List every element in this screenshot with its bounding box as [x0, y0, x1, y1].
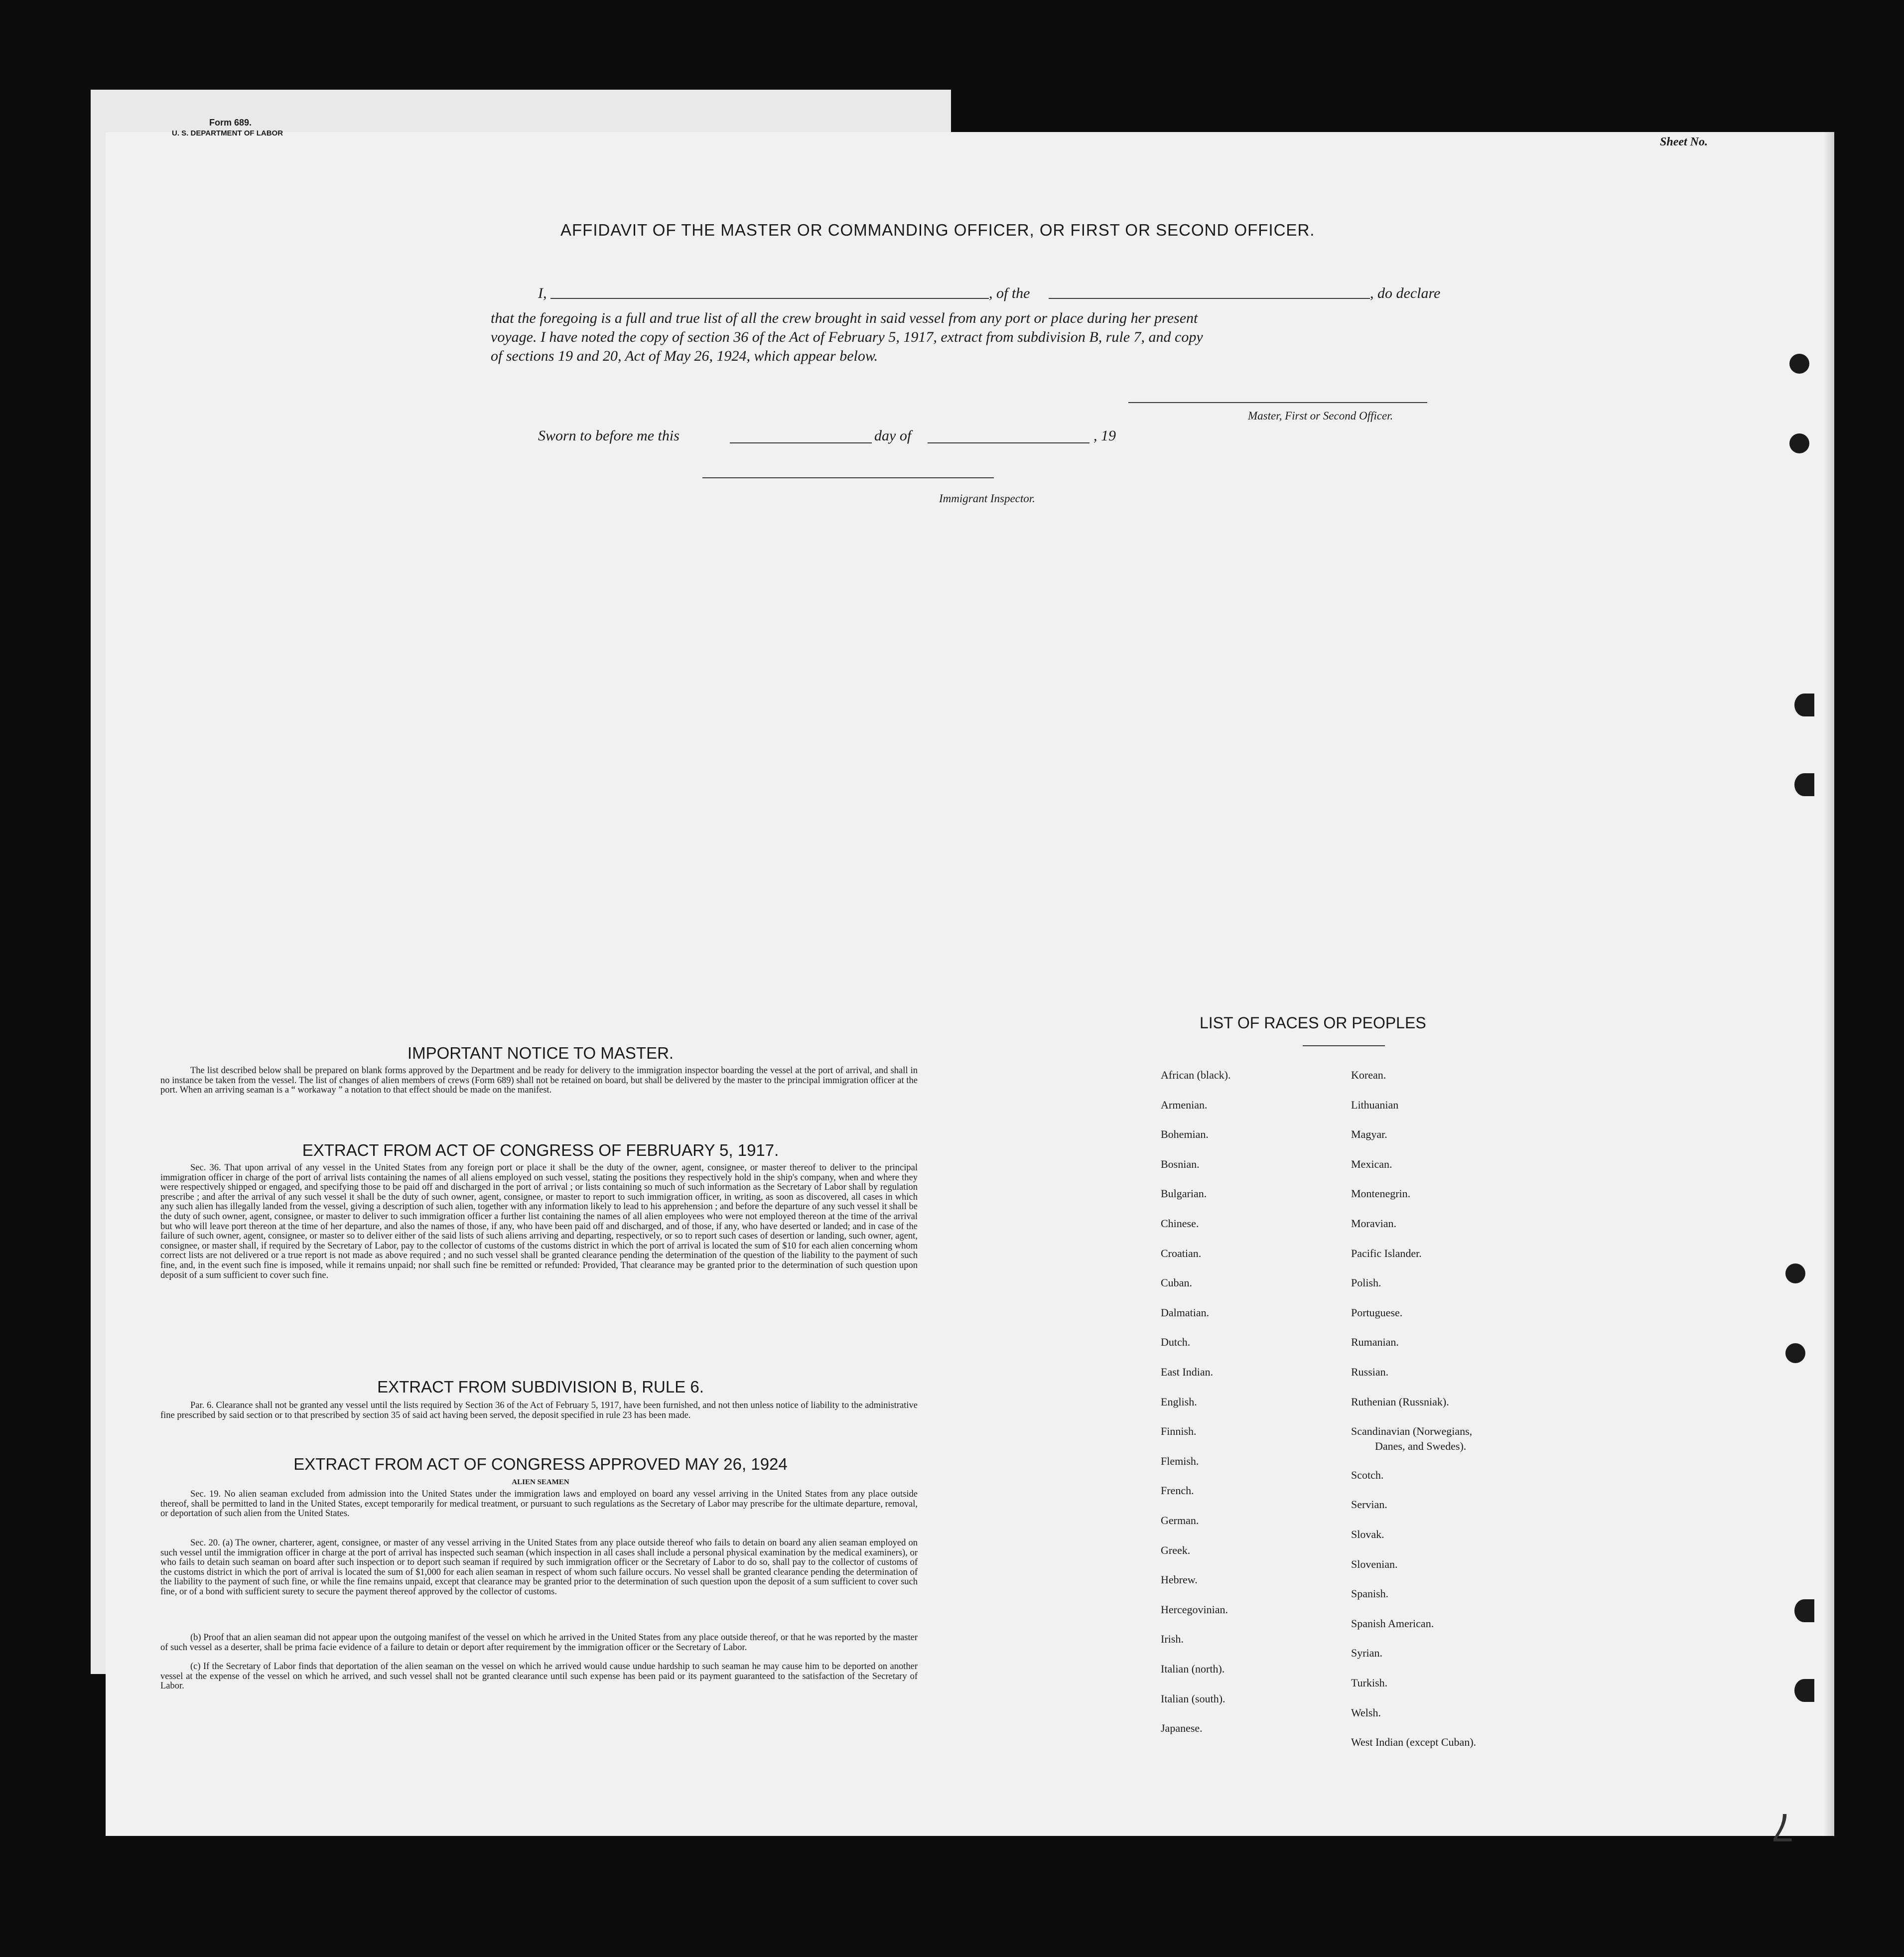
- race-item: Danes, and Swedes).: [1375, 1440, 1467, 1452]
- sworn-day-of: day of: [874, 427, 912, 444]
- races-title-rule: [1303, 1045, 1385, 1046]
- handwritten-page-mark: 7: [1771, 1806, 1794, 1850]
- extract-1917-title: EXTRACT FROM ACT OF CONGRESS OF FEBRUARY 5, 1917.: [302, 1141, 779, 1159]
- race-item: Bohemian.: [1161, 1128, 1209, 1140]
- rule6-title: EXTRACT FROM SUBDIVISION B, RULE 6.: [377, 1378, 704, 1396]
- race-item: Japanese.: [1161, 1722, 1203, 1734]
- race-item: Hebrew.: [1161, 1573, 1198, 1586]
- vessel-blank: [1049, 298, 1370, 299]
- race-item: Magyar.: [1351, 1128, 1387, 1140]
- race-item: Italian (north).: [1161, 1663, 1225, 1675]
- race-item: Cuban.: [1161, 1276, 1192, 1289]
- inspector-caption: Immigrant Inspector.: [939, 492, 1035, 505]
- race-item: Irish.: [1161, 1633, 1184, 1645]
- race-item: Croatian.: [1161, 1247, 1202, 1259]
- race-item: Italian (south).: [1161, 1692, 1225, 1705]
- race-item: Montenegrin.: [1351, 1187, 1411, 1200]
- form-number: Form 689.: [209, 118, 252, 128]
- department-label: U. S. DEPARTMENT OF LABOR: [172, 129, 283, 138]
- affidavit-title: AFFIDAVIT OF THE MASTER OR COMMANDING OFFICER, OR FIRST OR SECOND OFFICER.: [560, 221, 1315, 239]
- race-item: Moravian.: [1351, 1217, 1397, 1230]
- affidavit-do-declare: , do declare: [1370, 285, 1441, 301]
- race-item: Welsh.: [1351, 1706, 1381, 1719]
- master-signature-line: [1128, 402, 1427, 403]
- race-item: Pacific Islander.: [1351, 1247, 1422, 1259]
- race-item: Chinese.: [1161, 1217, 1199, 1230]
- binder-hole: [1794, 1599, 1814, 1622]
- binder-hole: [1785, 1343, 1805, 1363]
- race-item: Scotch.: [1351, 1469, 1384, 1481]
- race-item: Scandinavian (Norwegians,: [1351, 1425, 1473, 1437]
- race-item: Syrian.: [1351, 1647, 1382, 1659]
- sworn-day-blank: [730, 442, 872, 443]
- affidavit-line-3: voyage. I have noted the copy of section 36 of the Act of February 5, 1917, extract from subdivision B, rule 7, and copy: [491, 329, 1203, 345]
- race-item: Mexican.: [1351, 1158, 1392, 1170]
- binder-hole: [1785, 1263, 1805, 1283]
- name-blank: [550, 298, 989, 299]
- race-item: Bulgarian.: [1161, 1187, 1207, 1200]
- race-item: Bosnian.: [1161, 1158, 1200, 1170]
- race-item: Dutch.: [1161, 1336, 1191, 1348]
- sec-20a-body: Sec. 20. (a) The owner, charterer, agent, consignee, or master of any vessel arriving in the United States from any place outside thereof who fails to detain on board any alien seaman employed on such vessel until the immigration officer in charge at the port of arrival has inspected such seaman (which inspection in all cases shall include a personal physical examination by the medical examiners), or who fails to detain such seaman on board after such inspection or to deport such seaman if required by such immigration officer or the Secretary of Labor to do so, shall pay to the collector of customs of the customs district in which the port of arrival is located the sum of $1,000 for each alien seaman in respect of whom such failure occurs. No vessel shall be granted clearance pending the determination of the liability to the payment of such fine, or while the fine remains unpaid, except that clearance may be granted prior to the determination of such question upon the deposit of a sum sufficient to cover such fine, or of a bond with sufficient surety to secure the payment thereof approved by the collector of customs.: [160, 1538, 918, 1597]
- affidavit-line-4: of sections 19 and 20, Act of May 26, 1924, which appear below.: [491, 348, 878, 364]
- race-item: Ruthenian (Russniak).: [1351, 1396, 1449, 1408]
- binder-hole: [1789, 354, 1809, 374]
- sec-20b-body: (b) Proof that an alien seaman did not appear upon the outgoing manifest of the vessel on which he arrived in the United States from any place outside thereof, or that he was reported by the master of such vessel as a deserter, shall be prima facie evidence of a failure to detain or deport after requirement by the immigration officer or the Secretary of Labor.: [160, 1633, 918, 1653]
- sec-19-body: Sec. 19. No alien seaman excluded from admission into the United States under the immigration laws and employed on board any vessel arriving in the United States from any place outside thereof, shall be permitted to land in the United States, except temporarily for medical treatment, or pursuant to such regulations as the Secretary of Labor may prescribe for the ultimate departure, removal, or deportation of such alien from the United States.: [160, 1489, 918, 1519]
- race-item: Lithuanian: [1351, 1099, 1399, 1111]
- notice-body: The list described below shall be prepared on blank forms approved by the Department and be ready for delivery to the immigration inspector boarding the vessel at the port of arrival, and shall in no instance be taken from the vessel. The list of changes of alien members of crews (Form 689) shall not be retained on board, but shall be delivered by the master to the principal immigration officer at the port. When an arriving seaman is a “ workaway ” a notation to that effect should be made on the manifest.: [160, 1066, 918, 1096]
- race-item: Slovenian.: [1351, 1558, 1398, 1570]
- race-item: East Indian.: [1161, 1366, 1214, 1378]
- binder-hole: [1794, 773, 1814, 796]
- race-item: Greek.: [1161, 1544, 1191, 1556]
- sheet-edge: [1823, 132, 1834, 1836]
- affidavit-of-the: , of the: [989, 285, 1030, 301]
- binder-hole: [1794, 694, 1814, 716]
- race-item: Portuguese.: [1351, 1306, 1403, 1319]
- race-item: Servian.: [1351, 1498, 1387, 1511]
- race-item: Spanish.: [1351, 1587, 1389, 1600]
- race-item: Flemish.: [1161, 1455, 1199, 1467]
- binder-hole: [1794, 1679, 1814, 1702]
- race-item: English.: [1161, 1396, 1197, 1408]
- extract-1924-title: EXTRACT FROM ACT OF CONGRESS APPROVED MAY 26, 1924: [293, 1455, 788, 1473]
- race-item: Turkish.: [1351, 1677, 1388, 1689]
- race-item: West Indian (except Cuban).: [1351, 1736, 1477, 1748]
- notice-title: IMPORTANT NOTICE TO MASTER.: [407, 1044, 674, 1062]
- rule6-body: Par. 6. Clearance shall not be granted any vessel until the lists required by Section 36 of the Act of February 5, 1917, have been furnished, and not then unless notice of liability to the administrative fine prescribed by said section or to that prescribed by section 35 of said act having been served, the deposit specified in rule 23 has been made.: [160, 1400, 918, 1420]
- sheet-number-label: Sheet No.: [1660, 136, 1708, 148]
- race-item: Slovak.: [1351, 1528, 1384, 1540]
- race-item: Hercegovinian.: [1161, 1603, 1228, 1616]
- extract-1917-body: Sec. 36. That upon arrival of any vessel in the United States from any foreign port or place it shall be the duty of the owner, agent, consignee, or master thereof to deliver to the principal immigration officer in charge of the port of arrival lists containing the names of all aliens employed on such vessel, stating the positions they respectively hold in the ship's company, when and where they were respectively shipped or engaged, and specifying those to be paid off and discharged in the port of arrival ; or lists containing so much of such information as the Secretary of Labor shall by regulation prescribe ; and after the arrival of any such vessel it shall be the duty of such owner, agent, consignee, or master to report to such immigration officer, in writing, as soon as discovered, all cases in which any such alien has illegally landed from the vessel, giving a description of such alien, together with any information likely to lead to his apprehension ; and before the departure of any such vessel it shall be the duty of such owner, agent, consignee, or master to deliver to such immigration officer a further list containing the names of all alien employees who were not employed thereon at the time of the arrival but who will leave port thereon at the time of her departure, and also the names of those, if any, who have been paid off and discharged, and of those, if any, who have deserted or landed; and in case of the failure of such owner, agent, consignee, or master so to deliver either of the said lists of such aliens arriving and departing, respectively, or so to report such cases of desertion or landing, such owner, agent, consignee, or master shall, if required by the Secretary of Labor, pay to the collector of customs of the customs district in which the port of arrival is located the sum of $10 for each alien concerning whom correct lists are not delivered or a true report is not made as above required ; and no such vessel shall be granted clearance pending the determination of the question of the liability to the payment of such fine, and, in the event such fine is imposed, while it remains unpaid; nor shall such fine be remitted or refunded: Provided, That clearance may be granted prior to the determination of such question upon deposit of a sum sufficient to cover such fine.: [160, 1163, 918, 1280]
- race-item: Finnish.: [1161, 1425, 1197, 1437]
- affidavit-i: I,: [538, 285, 547, 301]
- race-item: African (black).: [1161, 1069, 1231, 1081]
- master-caption: Master, First or Second Officer.: [1248, 410, 1393, 422]
- race-item: German.: [1161, 1514, 1199, 1527]
- affidavit-line-2: that the foregoing is a full and true list of all the crew brought in said vessel from any port or place during her present: [491, 310, 1198, 326]
- races-title: LIST OF RACES OR PEOPLES: [1200, 1014, 1426, 1032]
- race-item: Spanish American.: [1351, 1617, 1434, 1630]
- race-item: Rumanian.: [1351, 1336, 1399, 1348]
- inspector-signature-line: [702, 477, 994, 478]
- race-item: French.: [1161, 1484, 1194, 1497]
- race-item: Polish.: [1351, 1276, 1381, 1289]
- race-item: Dalmatian.: [1161, 1306, 1210, 1319]
- race-item: Armenian.: [1161, 1099, 1208, 1111]
- race-item: Korean.: [1351, 1069, 1386, 1081]
- race-item: Russian.: [1351, 1366, 1389, 1378]
- sworn-year: , 19: [1093, 427, 1116, 444]
- sec-20c-body: (c) If the Secretary of Labor finds that deportation of the alien seaman on the vessel on which he arrived would cause undue hardship to such seaman he may cause him to be deported on another vessel at the expense of the vessel on which he arrived, and such vessel shall not be granted clearance until such expense has been paid or its payment guaranteed to the satisfaction of the Secretary of Labor.: [160, 1662, 918, 1691]
- binder-hole: [1789, 433, 1809, 453]
- alien-seamen-subtitle: ALIEN SEAMEN: [512, 1478, 569, 1486]
- sworn-text: Sworn to before me this: [538, 427, 680, 444]
- sworn-month-blank: [928, 442, 1089, 443]
